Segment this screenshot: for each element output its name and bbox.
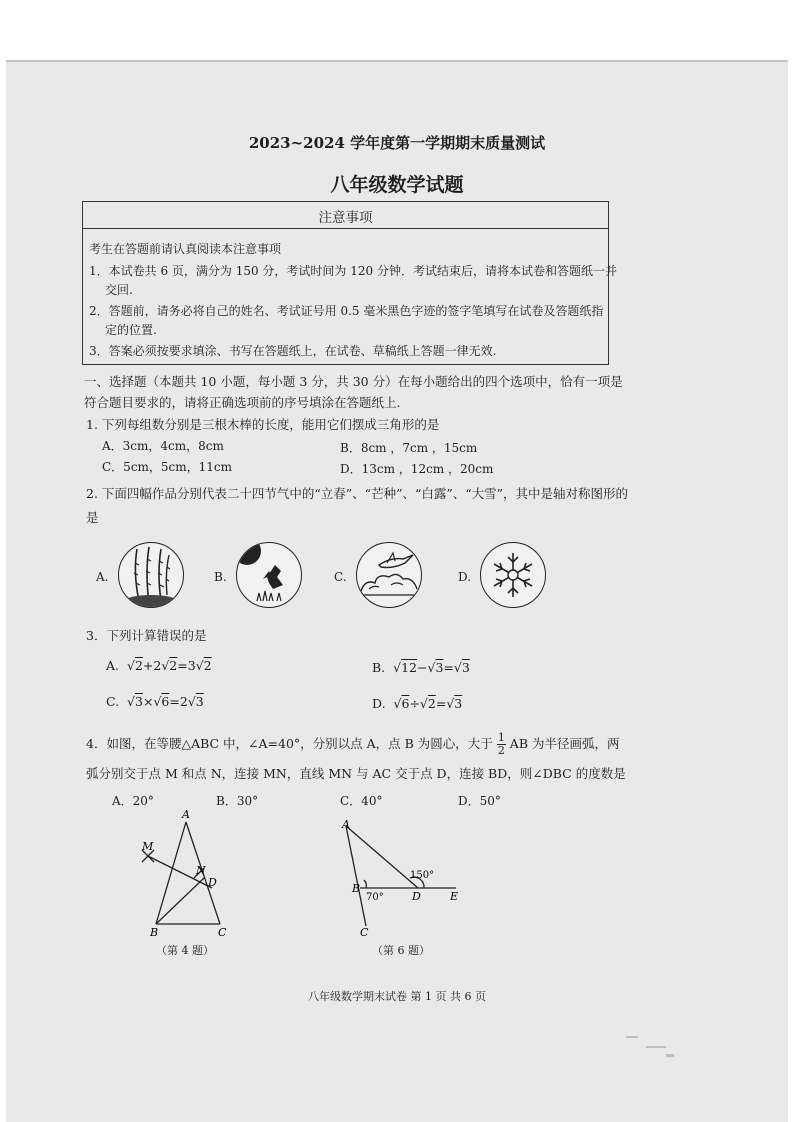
- half-fraction: $\frac{1}{2}$: [497, 731, 505, 757]
- fig6-label-b: B: [352, 882, 361, 895]
- notice-heading: 注意事项: [318, 210, 373, 226]
- fig6-label-d: D: [412, 890, 421, 903]
- q4-stem: 4．如图，在等腰△ABC 中，∠A=40°，分别以点 A，点 B 为圆心，大于 $\frac{1}{2}$ AB 为半径画弧，两: [86, 731, 620, 757]
- page-footer: 八年级数学期末试卷 第 1 页 共 6 页: [308, 990, 486, 1003]
- fig4-label-c: C: [218, 926, 227, 939]
- paper-edge: [6, 60, 788, 62]
- q1-option-c: C．5cm，5cm，11cm: [102, 460, 233, 474]
- q1-option-b: B．8cm ，7cm ，15cm: [340, 441, 478, 455]
- solar-term-mangzhong-image: [236, 542, 302, 608]
- q2-label-d: D.: [458, 570, 472, 584]
- q2-stem-cont: 是: [86, 510, 99, 525]
- q2-stem: 2. 下面四幅作品分别代表二十四节气中的“立春”、“芒种”、“白露”、“大雪”，其中是轴对称图形的: [86, 486, 629, 501]
- notice-item-1-cont: 交回.: [105, 283, 133, 297]
- notice-divider: [83, 228, 608, 229]
- exam-title: 2023~2024 学年度第一学期期末质量测试: [248, 134, 546, 152]
- section1-line1: 一、选择题（本题共 10 小题，每小题 3 分，共 30 分）在每小题给出的四个选项中，恰有一项是: [84, 374, 623, 389]
- fig4-label-n: N: [196, 864, 206, 877]
- notice-intro: 考生在答题前请认真阅读本注意事项: [89, 242, 282, 256]
- fig6-label-a: A: [342, 818, 350, 831]
- q3-option-b: B. √12−√3=√3: [372, 660, 470, 675]
- fig4-label-d: D: [208, 876, 217, 889]
- figure-q4-triangle: [126, 808, 246, 948]
- fig6-angle-70: 70°: [366, 892, 384, 903]
- scan-speck: [626, 1036, 638, 1038]
- q1-stem: 1. 下列每组数分别是三根木棒的长度，能用它们摆成三角形的是: [86, 417, 440, 432]
- section1-line2: 符合题目要求的，请将正确选项前的序号填涂在答题纸上.: [84, 395, 401, 410]
- solar-term-bailu-image: [356, 542, 422, 608]
- fig6-label-e: E: [450, 890, 459, 903]
- fig4-label-m: M: [142, 840, 154, 853]
- notice-box: [82, 201, 617, 365]
- q4-option-d: D．50°: [458, 794, 501, 808]
- q3-option-a: A. √2+2√2=3√2: [106, 658, 212, 673]
- q2-label-a: A.: [96, 570, 109, 584]
- q1-option-a: A．3cm，4cm，8cm: [102, 439, 224, 453]
- exam-subtitle: 八年级数学试题: [330, 174, 464, 196]
- notice-item-3: 3．答案必须按要求填涂、书写在答题纸上，在试卷、草稿纸上答题一律无效.: [89, 344, 497, 358]
- q4-option-a: A．20°: [112, 794, 154, 808]
- notice-item-1: 1．本试卷共 6 页，满分为 150 分，考试时间为 120 分钟．考试结束后，请将本试卷和答题纸一并: [89, 264, 617, 278]
- q3-stem: 3．下列计算错误的是: [86, 628, 207, 643]
- fig4-label-b: B: [150, 926, 159, 939]
- q3-option-c: C. √3×√6=2√3: [106, 694, 204, 709]
- exam-paper: [6, 60, 788, 1122]
- q4-option-c: C．40°: [340, 794, 383, 808]
- scan-speck: [666, 1054, 674, 1057]
- solar-term-lichun-image: [118, 542, 184, 608]
- fig6-angle-150: 150°: [410, 870, 435, 881]
- q4-stem-cont: 弧分别交于点 M 和点 N，连接 MN，直线 MN 与 AC 交于点 D，连接 BD，则∠DBC 的度数是: [86, 766, 626, 781]
- q2-label-b: B.: [214, 570, 227, 584]
- q2-label-c: C.: [334, 570, 347, 584]
- q1-option-d: D．13cm ，12cm ，20cm: [340, 462, 494, 476]
- scan-speck: [646, 1046, 666, 1048]
- fig4-caption: （第 4 题）: [156, 944, 214, 957]
- figure-q6-lines: [332, 816, 472, 946]
- notice-item-2-cont: 定的位置.: [105, 323, 157, 337]
- q4-option-b: B．30°: [216, 794, 259, 808]
- fig6-label-c: C: [360, 926, 369, 939]
- solar-term-daxue-image: [480, 542, 546, 608]
- fig6-caption: （第 6 题）: [372, 944, 430, 957]
- fig4-label-a: A: [182, 808, 190, 821]
- q3-option-d: D. √6÷√2=√3: [372, 696, 463, 711]
- notice-item-2: 2．答题前，请务必将自己的姓名、考试证号用 0.5 毫米黑色字迹的签字笔填写在试卷及答题纸指: [89, 304, 604, 318]
